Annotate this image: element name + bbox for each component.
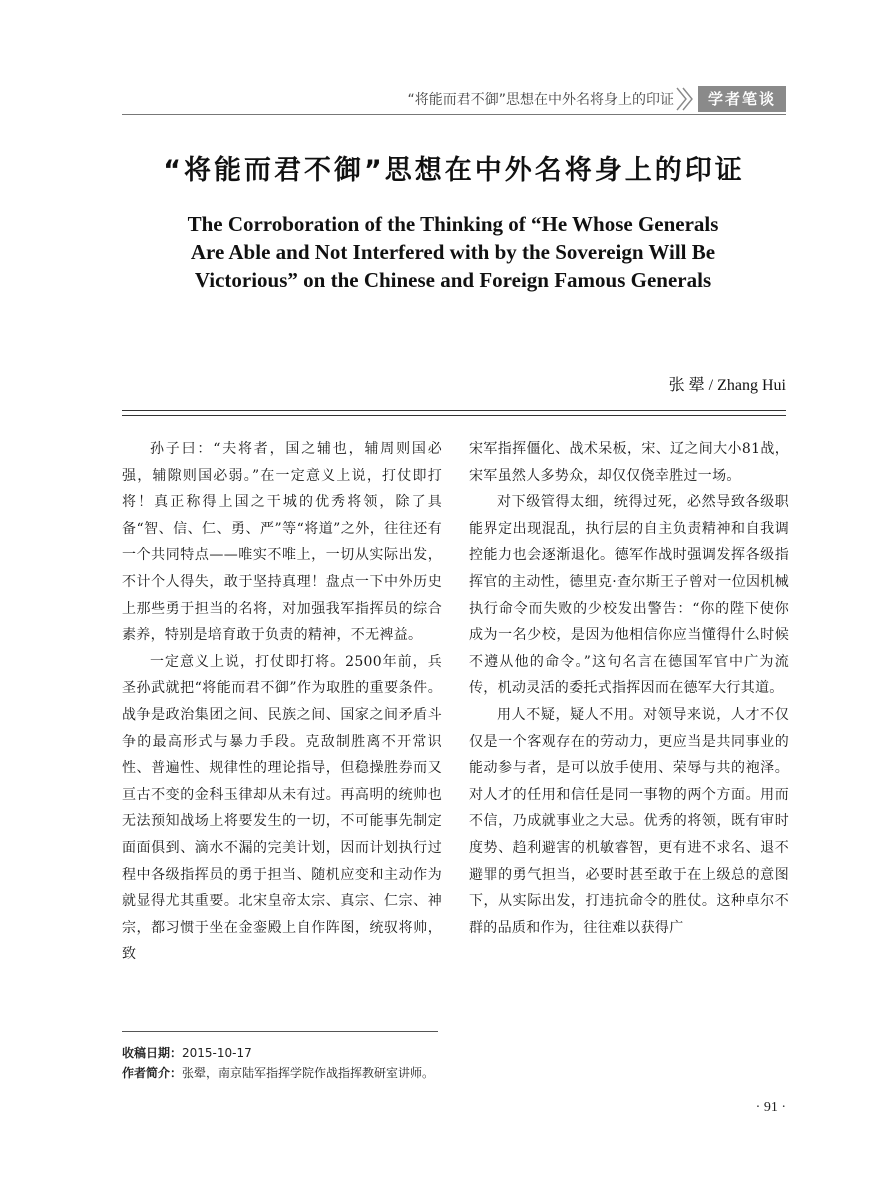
received-date-note	[122, 1044, 252, 1061]
author-bio-note	[122, 1064, 434, 1081]
author-bio-label: 作者简介：	[122, 1066, 183, 1080]
body-paragraph: 一定意义上说，打仗即打将。2500年前，兵圣孙武就把“将能而君不御”作为取胜的重要条件。战争是政治集团之间、民族之间、国家之间矛盾斗争的最高形式与暴力手段。克敌制胜离不开常识性、普遍性、规律性的理论指导，但稳操胜券而又亘古不变的金科玉律却从未有过。再高明的统帅也无法预知战场上将要发生的一切，不可能事先制定面面俱到、滴水不漏的完美计划，因而计划执行过程中各级指挥员的勇于担当、随机应变和主动作为就显得尤其重要。北宋皇帝太宗、真宗、仁宗、神宗，都习惯于坐在金銮殿上自作阵图，统驭将帅，致	[122, 653, 442, 963]
author-divider	[122, 410, 786, 411]
body-right-column	[469, 436, 789, 941]
footnote-divider	[122, 1031, 438, 1032]
double-chevron-icon	[674, 86, 696, 112]
author-bio-value: 张翚，南京陆军指挥学院作战指挥教研室讲师。	[182, 1066, 435, 1080]
body-left-column	[122, 436, 442, 968]
section-badge: 学者笔谈	[698, 86, 786, 112]
author-divider	[122, 415, 786, 416]
title-english-line: The Corroboration of the Thinking of “He Whose Generals	[187, 212, 719, 236]
body-paragraph: 用人不疑，疑人不用。对领导来说，人才不仅仅是一个客观存在的劳动力，更应当是共同事业的能动参与者，是可以放手使用、荣辱与共的袍泽。对人才的任用和信任是同一事物的两个方面。用而不信，乃成就事业之大忌。优秀的将领，既有审时度势、趋利避害的机敏睿智，更有进不求名、退不避罪的勇气担当，必要时甚至敢于在上级总的意图下，从实际出发，打违抗命令的胜仗。这种卓尔不群的品质和作为，往往难以获得广	[469, 706, 789, 936]
running-header	[122, 86, 786, 112]
title-english	[150, 210, 756, 294]
received-date-label: 收稿日期：	[122, 1046, 183, 1060]
body-paragraph: 宋军指挥僵化、战术呆板，宋、辽之间大小81战，宋军虽然人多势众，却仅仅侥幸胜过一场。	[469, 441, 789, 484]
title-english-line: Victorious” on the Chinese and Foreign Famous Generals	[194, 268, 712, 292]
body-paragraph: 对下级管得太细，统得过死，必然导致各级职能界定出现混乱，执行层的自主负责精神和自我调控能力也会逐渐退化。德军作战时强调发挥各级指挥官的主动性，德里克·查尔斯王子曾对一位因机械执行命令而失败的少校发出警告：“你的陛下使你成为一名少校，是因为他相信你应当懂得什么时候不遵从他的命令。”这句名言在德国军官中广为流传，机动灵活的委托式指挥因而在德军大行其道。	[469, 494, 789, 697]
running-title: “将能而君不御”思想在中外名将身上的印证	[407, 92, 674, 108]
header-divider	[122, 114, 786, 115]
author-byline: 张 翚 / Zhang Hui	[668, 377, 786, 394]
title-chinese: “将能而君不御”思想在中外名将身上的印证	[163, 155, 745, 186]
body-paragraph: 孙子曰：“夫将者，国之辅也，辅周则国必强，辅隙则国必弱。”在一定意义上说，打仗即打将！真正称得上国之干城的优秀将领，除了具备“智、信、仁、勇、严”等“将道”之外，往往还有一个共同特点——唯实不唯上，一切从实际出发，不计个人得失，敢于坚持真理！盘点一下中外历史上那些勇于担当的名将，对加强我军指挥员的综合素养，特别是培育敢于负责的精神，不无裨益。	[122, 441, 442, 644]
page-number: · 91 ·	[755, 1100, 786, 1115]
title-english-line: Are Able and Not Interfered with by the Sovereign Will Be	[190, 240, 716, 264]
received-date-value: 2015-10-17	[182, 1046, 252, 1060]
